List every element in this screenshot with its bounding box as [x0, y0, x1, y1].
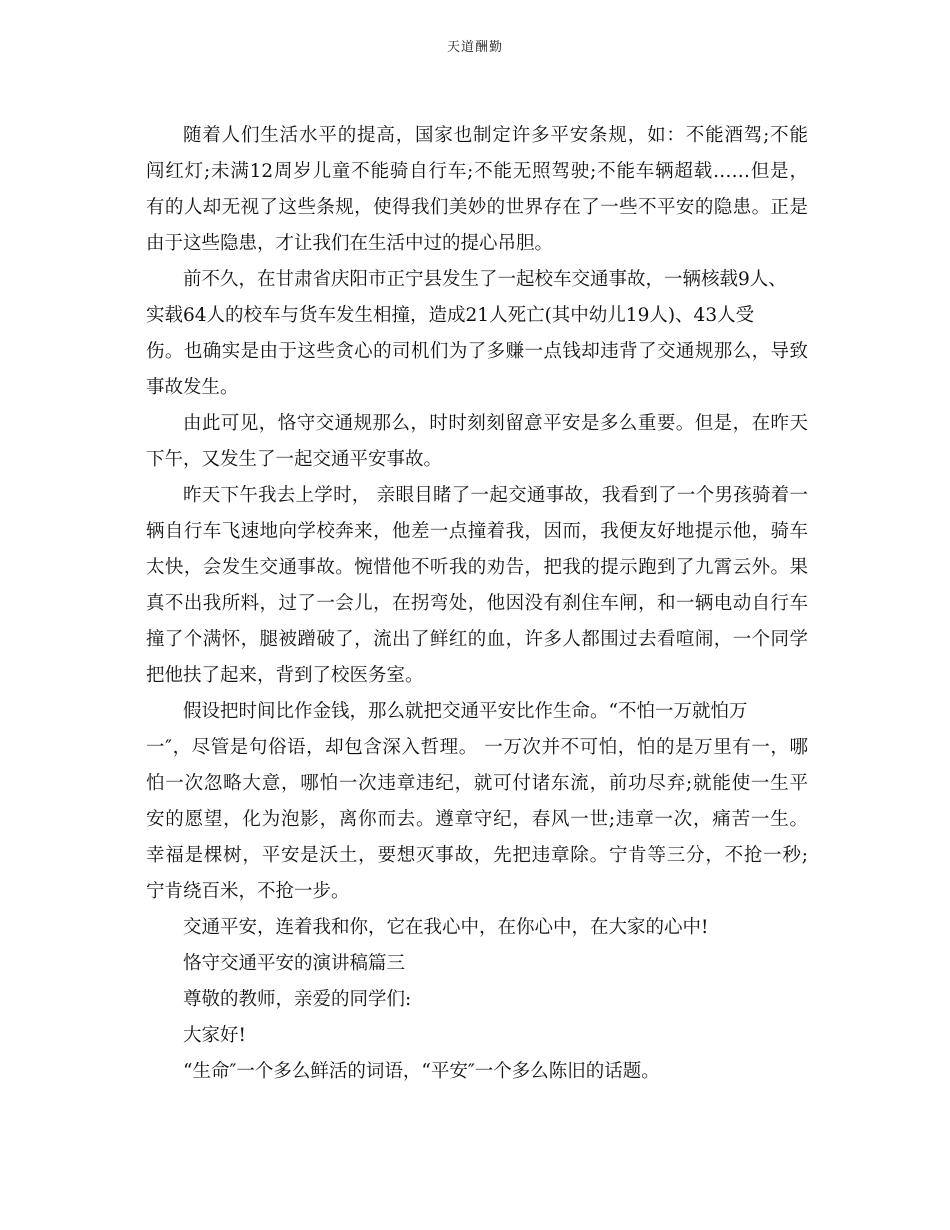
text-line: 事故发生。 — [146, 377, 239, 398]
text-line: 一″，尽管是句俗语，却包含深入哲理。 一万次并不可怕，怕的是万里有一，哪 — [146, 737, 808, 758]
text-line: 幸福是棵树，平安是沃土，要想灭事故，先把违章除。宁肯等三分，不抢一秒; — [146, 845, 808, 866]
text-line: “生命″一个多么鲜活的词语，“平安″一个多么陈旧的话题。 — [183, 1061, 660, 1082]
text-line: 昨天下午我去上学时， 亲眼目睹了一起交通事故，我看到了一个男孩骑着一 — [183, 485, 808, 506]
text-line: 撞了个满怀，腿被蹭破了，流出了鲜红的血，许多人都围过去看喧闹，一个同学 — [146, 629, 808, 650]
text-line: 有的人却无视了这些条规，使得我们美妙的世界存在了一些不平安的隐患。正是 — [146, 197, 808, 218]
text-line: 实载64人的校车与货车发生相撞，造成21人死亡(其中幼儿19人)、43人受 — [146, 305, 755, 326]
text-line: 把他扶了起来，背到了校医务室。 — [146, 665, 424, 686]
text-line: 宁肯绕百米，不抢一步。 — [146, 881, 350, 902]
text-line: 下午，又发生了一起交通平安事故。 — [146, 449, 443, 470]
document-body — [146, 118, 808, 1090]
text-line: 闯红灯;未满12周岁儿童不能骑自行车;不能无照驾驶;不能车辆超载……但是， — [146, 161, 808, 182]
text-line: 尊敬的教师，亲爱的同学们: — [183, 989, 412, 1010]
text-line: 随着人们生活水平的提高，国家也制定许多平安条规，如：不能酒驾;不能 — [183, 125, 808, 146]
text-line: 伤。也确实是由于这些贪心的司机们为了多赚一点钱却违背了交通规那么，导致 — [146, 341, 808, 362]
text-line: 由于这些隐患，才让我们在生活中过的提心吊胆。 — [146, 233, 554, 254]
text-line: 怕一次忽略大意，哪怕一次违章违纪，就可付诸东流，前功尽弃;就能使一生平 — [146, 773, 808, 794]
text-line: 由此可见，恪守交通规那么，时时刻刻留意平安是多么重要。但是，在昨天 — [183, 413, 808, 434]
text-line: 辆自行车飞速地向学校奔来，他差一点撞着我，因而，我便友好地提示他，骑车 — [146, 521, 808, 542]
text-line: 真不出我所料，过了一会儿，在拐弯处，他因没有刹住车闸，和一辆电动自行车 — [146, 593, 808, 614]
text-line: 恪守交通平安的演讲稿篇三 — [183, 953, 406, 974]
text-line: 安的愿望，化为泡影，离你而去。遵章守纪，春风一世;违章一次，痛苦一生。 — [146, 809, 808, 830]
text-line: 大家好! — [183, 1025, 246, 1046]
text-line: 交通平安，连着我和你，它在我心中，在你心中，在大家的心中! — [183, 917, 709, 938]
text-line: 假设把时间比作金钱，那么就把交通平安比作生命。“不怕一万就怕万 — [183, 701, 748, 722]
text-line: 太快，会发生交通事故。惋惜他不听我的劝告，把我的提示跑到了九霄云外。果 — [146, 557, 808, 578]
text-line: 前不久，在甘肃省庆阳市正宁县发生了一起校车交通事故，一辆核载9人、 — [183, 269, 787, 290]
page-header: 天道酬勤 — [446, 40, 503, 55]
